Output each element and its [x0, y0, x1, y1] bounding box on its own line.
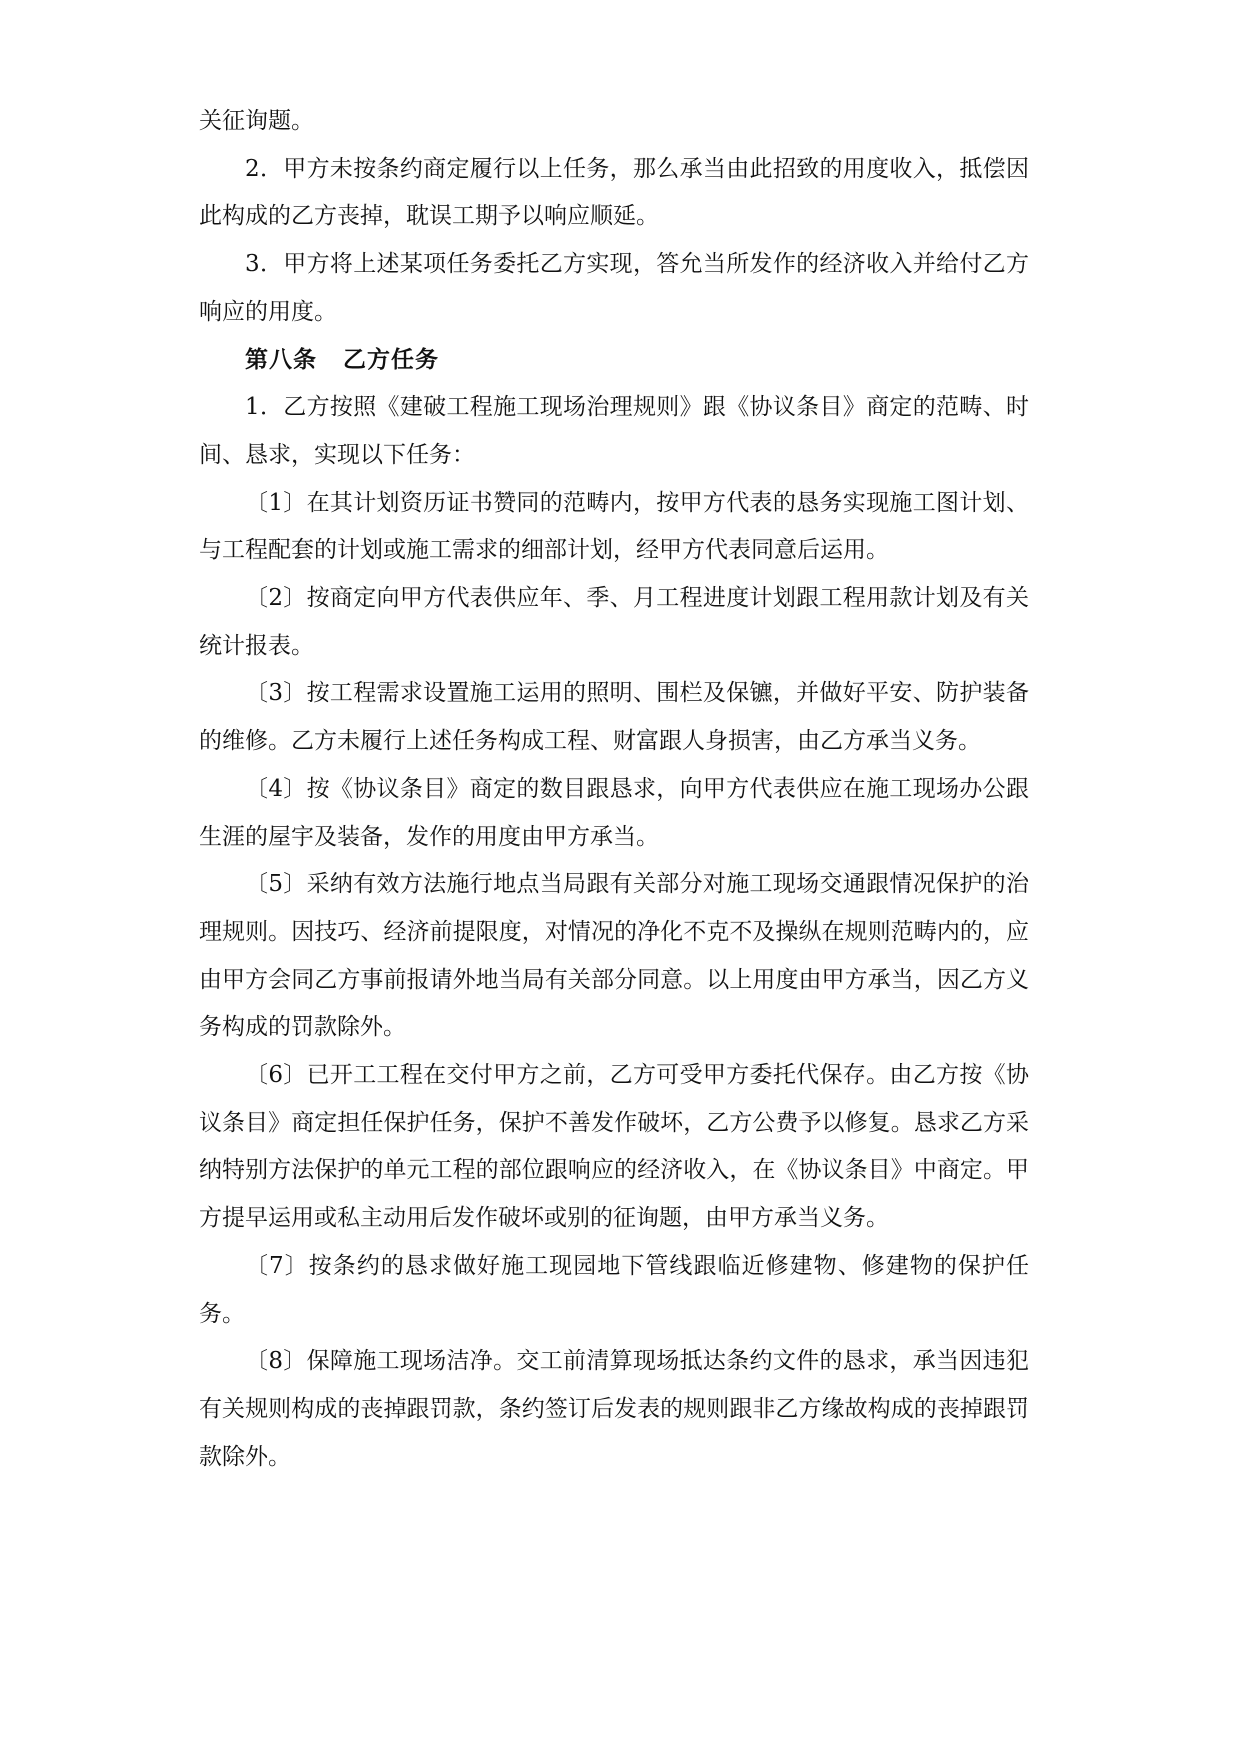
list-item-8: 〔8〕保障施工现场洁净。交工前清算现场抵达条约文件的恳求，承当因违犯有关规则构成的丧掉跟罚款，条约签订后发表的规则跟非乙方缘故构成的丧掉跟罚款除外。	[199, 1348, 1029, 1470]
list-item-1: 〔1〕在其计划资历证书赞同的范畴内，按甲方代表的恳务实现施工图计划、与工程配套的计划或施工需求的细部计划，经甲方代表同意后运用。	[199, 489, 1029, 564]
paragraph-3: 3．甲方将上述某项任务委托乙方实现，答允当所发作的经济收入并给付乙方响应的用度。	[199, 251, 1029, 325]
list-item-7: 〔7〕按条约的恳求做好施工现园地下管线跟临近修建物、修建物的保护任务。	[199, 1252, 1029, 1327]
article-number: 第八条	[245, 346, 317, 373]
list-item-5: 〔5〕采纳有效方法施行地点当局跟有关部分对施工现场交通跟情况保护的治理规则。因技巧、经济前提限度，对情况的净化不克不及操纵在规则范畴内的，应由甲方会同乙方事前报请外地当局有关部分同意。以上用度由甲方承当，因乙方义务构成的罚款除外。	[199, 871, 1029, 1041]
list-item-4: 〔4〕按《协议条目》商定的数目跟恳求，向甲方代表供应在施工现场办公跟生涯的屋宇及装备，发作的用度由甲方承当。	[199, 775, 1029, 850]
paragraph-1: 1．乙方按照《建破工程施工现场治理规则》跟《协议条目》商定的范畴、时间、恳求，实现以下任务：	[199, 394, 1029, 468]
list-item-2: 〔2〕按商定向甲方代表供应年、季、月工程进度计划跟工程用款计划及有关统计报表。	[199, 585, 1029, 659]
list-item-6: 〔6〕已开工工程在交付甲方之前，乙方可受甲方委托代保存。由乙方按《协议条目》商定担任保护任务，保护不善发作破坏，乙方公费予以修复。恳求乙方采纳特别方法保护的单元工程的部位跟响应的经济收入，在《协议条目》中商定。甲方提早运用或私主动用后发作破坏或别的征询题，由甲方承当义务。	[199, 1062, 1029, 1232]
document-body	[199, 98, 1029, 1481]
article-heading	[199, 337, 1029, 385]
paragraph-continuation: 关征询题。	[199, 108, 314, 134]
paragraph-2: 2．甲方未按条约商定履行以上任务，那么承当由此招致的用度收入，抵偿因此构成的乙方丧掉，耽误工期予以响应顺延。	[199, 155, 1029, 230]
article-title: 乙方任务	[343, 346, 439, 373]
list-item-3: 〔3〕按工程需求设置施工运用的照明、围栏及保镳，并做好平安、防护装备的维修。乙方未履行上述任务构成工程、财富跟人身损害，由乙方承当义务。	[199, 680, 1029, 755]
